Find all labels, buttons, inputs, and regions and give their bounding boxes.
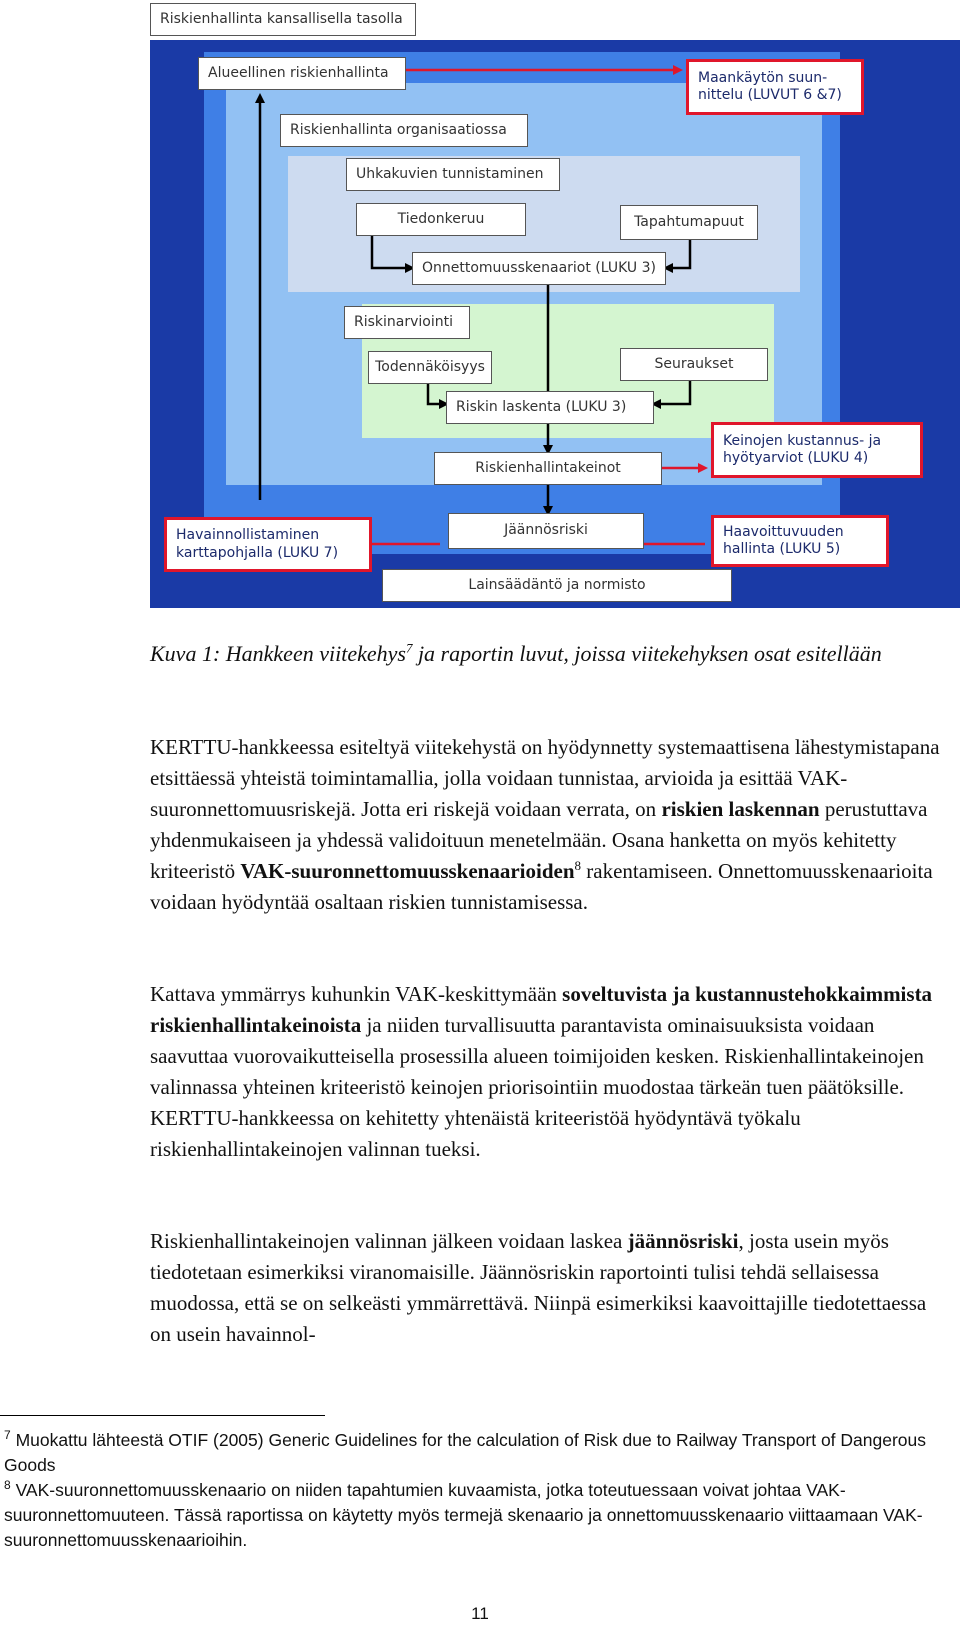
probability-box: Todennäköisyys: [368, 351, 492, 384]
info-to-scenarios-arrow: [372, 236, 412, 268]
threat-identification-box: Uhkakuvien tunnistaminen: [346, 158, 560, 191]
risk-management-measures-box: Riskienhallintakeinot: [434, 452, 662, 485]
residual-risk-box: Jäännösriski: [448, 513, 644, 549]
consequences-to-calc-arrow: [654, 380, 690, 404]
paragraph-2: Kattava ymmärrys kuhunkin VAK-keskittymään soveltuvista ja kustannustehokkaimmista riskienhallintakeinoista ja niiden turvallisuutta parantavista ominaisuuksista voidaan saavuttaa vuorovaikutteisella prosessilla alueen toimijoiden kesken. Riskienhallintakeinojen valinnassa yhteinen kriteeristö keinojen priorisointiin muodostaa tärkeän tuen päätöksille. KERTTU-hankkeessa on kehitetty yhtenäistä kriteeristöä hyödyntävä työkalu riskienhallintakeinojen valinnan tueksi.: [150, 982, 933, 1161]
vulnerability-management-box: Haavoittuvuuden hallinta (LUKU 5): [711, 515, 889, 567]
risk-assessment-box: Riskinarviointi: [344, 306, 470, 339]
land-use-planning-box: Maankäytön suun- nittelu (LUVUT 6 &7): [686, 59, 864, 115]
framework-diagram: [150, 0, 960, 608]
footnote-ref-8: 8: [574, 858, 582, 873]
risk-calculation-box: Riskin laskenta (LUKU 3): [446, 391, 654, 424]
map-visualisation-box: Havainnollistaminen karttapohjalla (LUKU 7): [164, 517, 372, 572]
accident-scenarios-box: Onnettomuusskenaariot (LUKU 3): [412, 252, 666, 285]
consequences-box: Seuraukset: [620, 348, 768, 381]
national-level-box: Riskienhallinta kansallisella tasolla: [150, 3, 416, 36]
footnote-7: $^7$ Muokattu lähteestä OTIF (2005) Generic Guidelines for the calculation of Risk due to Railway Transport of Dangerous Goods: [4, 1428, 927, 1475]
information-gathering-box: Tiedonkeruu: [356, 203, 526, 236]
organisation-level-box: Riskienhallinta organisaatiossa: [280, 114, 528, 147]
footnote-ref-7: 7: [405, 640, 413, 656]
legislation-box: Lainsäädäntö ja normisto: [382, 569, 732, 602]
cost-benefit-box: Keinojen kustannus- ja hyötyarviot (LUKU 4): [711, 422, 923, 478]
event-trees-box: Tapahtumapuut: [620, 205, 758, 240]
footnote-8: $^8$ VAK-suuronnettomuusskenaario on niiden tapahtumien kuvaamista, jotka toteutuessaan voivat johtaa VAK-suuronnettomuuteen. Tässä raportissa on käytetty myös termejä skenaario ja onnettomuusskenaario viittaamaan VAK-suuronnettomuusskenaarioihin.: [4, 1478, 923, 1550]
page-number: 11: [471, 1604, 489, 1623]
footnote-separator: [0, 1415, 325, 1416]
paragraph-3: Riskienhallintakeinojen valinnan jälkeen voidaan laskea jäännösriski, josta usein myös tiedotetaan esimerkiksi viranomaisille. Jäännösriskin raportointi tulisi tehdä sellaisessa muodossa, että se on selkeästi ymmärrettävä. Niinpä esimerkiksi kaavoittajille tiedotettaessa on usein havainnol-: [150, 1229, 927, 1346]
figure-caption: Kuva 1: Hankkeen viitekehys$^7$ ja raportin luvut, joissa viitekehyksen osat esitellään: [150, 640, 882, 666]
regional-level-box: Alueellinen riskienhallinta: [198, 57, 406, 90]
events-to-scenarios-arrow: [666, 240, 690, 268]
paragraph-1: KERTTU-hankkeessa esiteltyä viitekehystä on hyödynnetty systemaattisena lähestymistapana etsittäessä yhteistä toimintamallia, jolla voidaan tunnistaa, arvioida ja esittää VAK-suuronnettomuusriskejä. Jotta eri riskejä voidaan verrata, on riskien laskennan perustuttava yhdenmukaiseen ja yhdessä validoituun menetelmään. Osana hanketta on myös kehitetty kriteeristö VAK-suuronnettomuusskenaarioiden$^8$ rakentamiseen. Onnettomuusskenaarioita voidaan hyödyntää osaltaan riskien tunnistamisessa.: [150, 735, 940, 914]
